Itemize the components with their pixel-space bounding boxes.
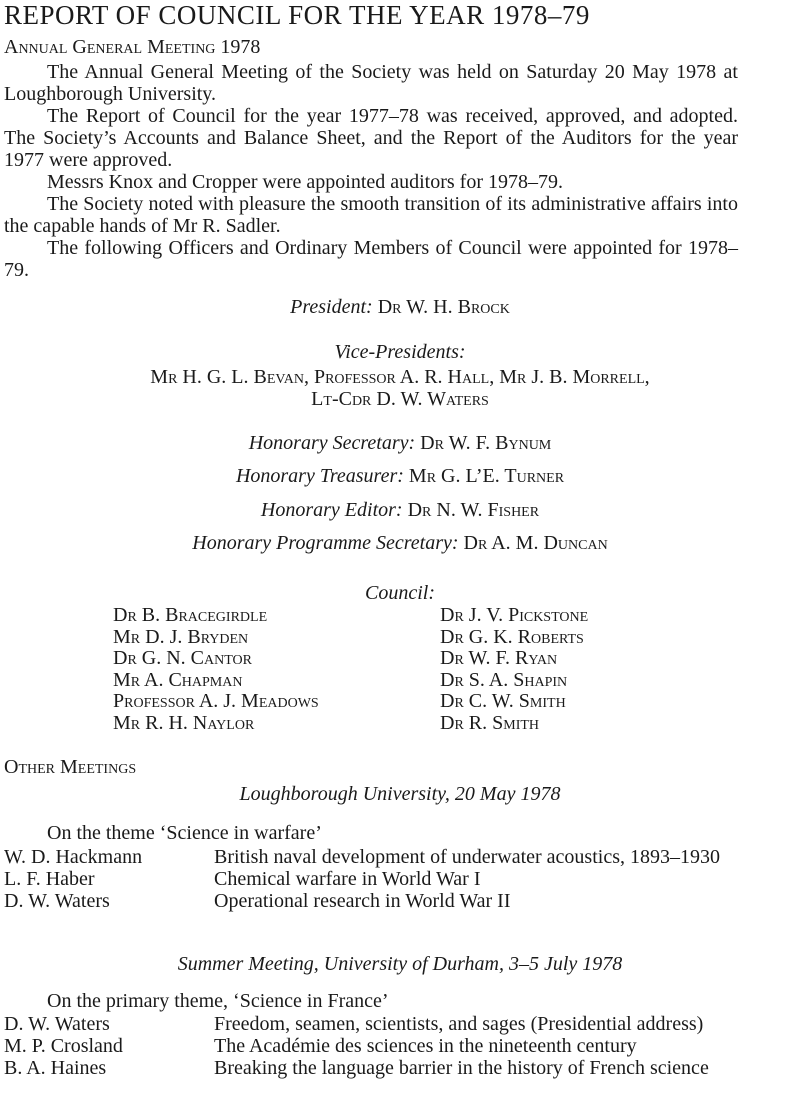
council-label: Council: [365,582,435,604]
agm-paragraph-4: The Society noted with pleasure the smooth transition of its administrative affairs into the capable hands of Mr R. Sadler. [4,193,738,237]
treasurer-line [0,465,800,487]
council-member: Dr G. N. Cantor [113,647,252,669]
agm-paragraph-5: The following Officers and Ordinary Members of Council were appointed for 1978–79. [4,237,738,281]
agm-paragraph-2: The Report of Council for the year 1977–78 was received, approved, and adopted. The Society’s Accounts and Balance Sheet, and the Report of the Auditors for the year 1977 were approved. [4,105,738,171]
council-member: Dr G. K. Roberts [440,625,584,648]
talk-row [4,1013,740,1035]
talk-title: Breaking the language barrier in the history of French science [214,1057,709,1079]
editor-line [0,499,800,521]
talk-speaker: D. W. Waters [4,890,110,912]
council-member: Dr R. Smith [440,711,540,734]
agm-heading: Annual General Meeting 1978 [4,36,261,58]
talk-speaker: L. F. Haber [4,868,95,890]
talk-list-durham [4,1013,740,1079]
council-list-right [440,604,588,733]
talk-title: British naval development of underwater acoustics, 1893–1930 [214,846,720,868]
programme-secretary-name: Dr A. M. Duncan [463,532,608,554]
council-member: Mr R. H. Naylor [113,711,255,734]
talk-title: Operational research in World War II [214,890,511,912]
meeting-theme: On the theme ‘Science in warfare’ [47,822,322,844]
treasurer-name: Mr G. L’E. Turner [408,465,565,487]
programme-secretary-line [0,532,800,554]
secretary-label: Honorary Secretary: [248,432,416,454]
council-list-left [113,604,319,733]
president-name: Dr W. H. Brock [377,296,510,318]
talk-speaker: W. D. Hackmann [4,846,143,868]
council-member: Dr B. Bracegirdle [113,604,268,626]
council-label-line [0,582,800,604]
talk-title: Chemical warfare in World War I [214,868,481,890]
council-member: Dr J. V. Pickstone [440,604,589,626]
talk-speaker: D. W. Waters [4,1013,110,1035]
talk-row [4,846,740,868]
talk-row [4,1057,740,1079]
secretary-name: Dr W. F. Bynum [420,432,552,454]
talk-row [4,868,740,890]
talk-row [4,1035,740,1057]
editor-name: Dr N. W. Fisher [407,499,540,521]
vice-presidents-label-line [0,341,800,363]
council-member: Dr C. W. Smith [440,690,566,712]
editor-label: Honorary Editor: [260,499,403,521]
other-meetings-heading: Other Meetings [4,756,137,778]
meeting-heading-durham: Summer Meeting, University of Durham, 3–5 July 1978 [177,953,623,975]
agm-paragraph-3: Messrs Knox and Cropper were appointed auditors for 1978–79. [47,171,564,193]
programme-secretary-label: Honorary Programme Secretary: [192,532,459,554]
president-label: President: [290,296,373,318]
vice-presidents-line-1: Mr H. G. L. Bevan, Professor A. R. Hall, Mr J. B. Morrell, [150,366,650,388]
council-member: Mr D. J. Bryden [113,625,249,648]
meeting-heading-loughborough: Loughborough University, 20 May 1978 [239,783,561,805]
page-title: REPORT OF COUNCIL FOR THE YEAR 1978–79 [4,0,590,30]
talk-speaker: B. A. Haines [4,1057,107,1079]
talk-row [4,890,740,912]
council-member: Dr W. F. Ryan [440,647,558,669]
talk-title: Freedom, seamen, scientists, and sages (Presidential address) [214,1013,704,1035]
council-member: Mr A. Chapman [113,668,243,691]
agm-paragraph-1: The Annual General Meeting of the Society was held on Saturday 20 May 1978 at Loughborough University. [4,61,738,105]
talk-list-loughborough [4,846,740,912]
vice-presidents-line-2: Lt-Cdr D. W. Waters [311,388,489,410]
meeting-theme: On the primary theme, ‘Science in France’ [47,990,389,1012]
talk-speaker: M. P. Crosland [4,1035,123,1057]
council-member: Dr S. A. Shapin [440,668,568,691]
council-member: Professor A. J. Meadows [113,690,319,712]
vice-presidents-label: Vice-Presidents: [334,341,466,363]
secretary-line [0,432,800,454]
treasurer-label: Honorary Treasurer: [235,465,404,487]
talk-title: The Académie des sciences in the nineteenth century [214,1035,637,1057]
president-line [0,296,800,318]
